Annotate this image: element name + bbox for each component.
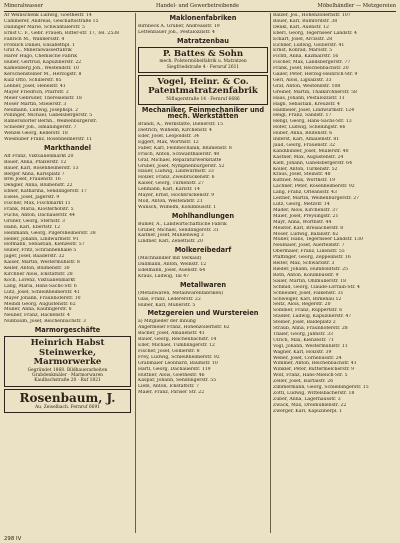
list-item: Ramersdorfer Bernh., Weißenburgerstr. bbox=[4, 119, 98, 125]
ad-title: Heinrich Habst bbox=[30, 338, 105, 349]
section-heading-molkerei: Molkereibedarf bbox=[174, 246, 232, 255]
list-item: Kaiser, Martin, Westermühlstr. 8 bbox=[4, 260, 80, 266]
ad-title: Rosenbaum, J. bbox=[19, 390, 116, 405]
list-item: Schweiger, Karl, Birkenau 12 bbox=[273, 296, 342, 302]
ad-title: Vogel, Heinr. & Co. bbox=[157, 76, 249, 87]
advertisement-battes bbox=[138, 47, 268, 73]
list-item: Leitner, Martin, Weißenburgerstr. 27 bbox=[273, 196, 360, 202]
list-item: Wimmer, Anton, Reichenbachstr. 41 bbox=[273, 361, 357, 367]
list-item: Heller, Johann, Lindwurmstr. 91 bbox=[4, 236, 79, 242]
list-item: Nußbaum, Josef, Reichenbachstr. 3 bbox=[4, 319, 86, 325]
list-item: Hahn, Karl, Ebertstr. 12 bbox=[4, 224, 61, 230]
list-item: Neumaier, Josef, Auerfeldstr. 7 bbox=[273, 243, 345, 249]
list-item: Lang, Franz, Orleansstr. 43 bbox=[273, 190, 337, 196]
column-left bbox=[4, 13, 131, 533]
list-item: Hartl, Georg, Dachauerstr. 119 bbox=[138, 366, 211, 372]
list-item: Meier Gebrüder, Theresienstr. 18 bbox=[4, 95, 82, 101]
list-item: Neuner, Franz, Hackenstr. 4 bbox=[4, 313, 70, 319]
list-item: Kraus, Josef, Steinstr. 48 bbox=[273, 172, 331, 178]
list-item: Bauer, Karl, Rosenheimerstr. 13 bbox=[4, 165, 79, 171]
list-item: Moll, Anton, Westendstr. 21 bbox=[138, 198, 203, 204]
list-item: Kuttner, Max, Wörthstr. 19 bbox=[273, 178, 336, 184]
list-item: Hallmeier, Josef, Lindwurmstr. 124 bbox=[273, 107, 355, 113]
list-item: Jaud, Georg, Frauenstr. 32 bbox=[273, 142, 336, 148]
list-item: Zöttl, Ludwig, Wittelsbacherstr. 18 bbox=[273, 391, 355, 396]
section-heading-metall: Metallwaren bbox=[179, 280, 227, 289]
list-item: Straub, Anna, Fraunhoferstr. 28 bbox=[273, 326, 348, 332]
list-item: a) Mitglieder der Innung bbox=[138, 319, 196, 325]
list-item: Bühler, A., Landwirtschaftliche Fabrik bbox=[138, 221, 227, 227]
list-item: Wagner, Karl, Holzstr. 39 bbox=[273, 349, 332, 355]
section-heading-mechaniker: Mechaniker, Feinmechaniker und mech. Werkstätten bbox=[141, 106, 265, 121]
list-item: Frey, Ludwig, Schleißheimerstr. 92 bbox=[138, 354, 220, 360]
list-item: Hauer, Ludwig, Lindwurmstr. 33 bbox=[138, 169, 214, 175]
list-item: Maier, Franz, Pariser Str. 22 bbox=[138, 390, 205, 396]
section-heading-metzger: Metzgereien und Wurstereien bbox=[147, 309, 259, 318]
list-item: Dengler, Anna, Blumenstr. 22 bbox=[4, 183, 73, 189]
list-item: Moser, Ludwig, Balanstr. 62 bbox=[273, 231, 339, 237]
list-item: Ernst C. F., Gebr. Frauen, Ritter-str. 17, Tel. 2538 bbox=[4, 30, 120, 36]
list-item: Zimmermann, Georg, Schleibingerstr. 15 bbox=[273, 385, 369, 391]
list-item: Huber, Anna, Blütenstr. 6 bbox=[273, 131, 333, 137]
section-heading-marmor: Marmorgeschäfte bbox=[34, 326, 101, 335]
list-item: Fischer, Max, Fischmarkt 11 bbox=[4, 201, 71, 207]
list-item: Ernst, Konrad, Marsstr. 5 bbox=[273, 48, 333, 54]
list-item: Eckart, Josef, Arcisstr. 28 bbox=[273, 36, 333, 42]
list-item: Steiner, Josef, Baldeplatz 2 bbox=[273, 320, 336, 326]
column-right bbox=[270, 13, 399, 533]
list-item: Glas, Franz, Ledererstr. 22 bbox=[138, 296, 201, 302]
list-item: Frisch, Anton, Schwanthalerstr. 40 bbox=[138, 151, 220, 157]
entry-list bbox=[138, 24, 268, 36]
list-item: Lang, Maria, Hans-Sachs-Str. 6 bbox=[4, 283, 77, 289]
list-item: Berger Anna, Karlsplatz 7 bbox=[4, 171, 65, 177]
list-item: Mayer, Ernst, Hochbrückenstr. 9 bbox=[138, 193, 215, 199]
list-item: Lettenbauer Joh., Pestalozzistr. 4 bbox=[138, 29, 215, 35]
list-item: Thaler, Georg, Jahnstr. 33 bbox=[273, 331, 333, 337]
list-item: Keller, Anton, Blumenstr. 30 bbox=[4, 266, 70, 272]
list-item: (Metallwaren, Metallwarenfabriken) bbox=[138, 290, 223, 296]
list-item: Lehmann, Karl, Karlstr. 14 bbox=[138, 187, 200, 193]
list-item: Vogl, Johann, Westermühlstr. 11 bbox=[273, 343, 348, 349]
list-item: Pfaffinger, Georg, Zeppelinstr. 16 bbox=[273, 255, 351, 261]
list-item: (Milchhändler mit Verkauf) bbox=[138, 256, 202, 262]
list-item: Fichtl, Anna, Kazmairstr. 16 bbox=[273, 54, 339, 60]
list-item: Winkler, Peter, Buttermelcherstr. 9 bbox=[273, 367, 355, 373]
column-middle bbox=[135, 13, 268, 533]
list-item: Zuber, Anna, Lagerhausstr. 3 bbox=[273, 396, 341, 402]
ad-subtitle: Steinwerke, Marmorwerke bbox=[33, 347, 102, 368]
list-item: Hofmann, Sebastian, Klenzestr. 57 bbox=[4, 242, 85, 248]
list-item: Hofer, Ludwig, Schellingstr. 66 bbox=[273, 125, 346, 131]
list-item: Kiefl, Johann, Gabelsbergerstr. 64 bbox=[273, 160, 353, 166]
list-item: Kaltner, Josef, Mühlenweg 3 bbox=[138, 233, 204, 239]
list-item: Fahrich M., Wannersstr. 4 bbox=[4, 36, 65, 42]
ad-line: Grabdenkmäler · Marmorwaren bbox=[31, 372, 104, 378]
ad-title: P. Battes & Sohn bbox=[162, 48, 244, 59]
entry-list bbox=[138, 256, 268, 280]
list-item: Birnbeck A. Gruber, Andreasstr. 19 bbox=[138, 23, 220, 29]
list-item: Bauer, Anna, Pfälzerstr. 12 bbox=[4, 159, 67, 165]
list-item: Heigl, Franz, Sandstr. 17 bbox=[273, 113, 332, 119]
list-item: Ar Weinschenk Ludwig, Goethestr. 14 bbox=[4, 13, 92, 18]
entry-list bbox=[138, 291, 268, 309]
list-item: Hengl, Georg, Hans-Sachs-Str. 13 bbox=[273, 119, 352, 125]
advertisement-rosenbaum bbox=[4, 389, 131, 413]
ad-line: Gegründet 1868. Bildhauerarbeiten bbox=[27, 367, 108, 373]
section-heading-markthandel: Markthandel bbox=[43, 143, 92, 152]
entry-list bbox=[138, 319, 268, 396]
list-item: Schmid, Georg, Claude-Lorrain-Str. 4 bbox=[273, 284, 360, 290]
list-item: Frank, Maria, Klosterhofstr. 5 bbox=[4, 207, 74, 212]
list-item: Wieshuber Franz, Rosenheimerstr. 11 bbox=[4, 137, 93, 143]
list-item: Kaspar, Johann, Sendlingerstr. 55 bbox=[138, 378, 217, 384]
list-item: Zwerger, Karl, Kapuzinerpl. 1 bbox=[273, 408, 343, 414]
list-item: Meister, Karl, Breisacherstr. 8 bbox=[273, 225, 344, 231]
list-item: Dietrich, Wilhelm, Kirchenstr. 4 bbox=[138, 128, 212, 134]
list-item: Grüner, Georg, Sternstr. 3 bbox=[4, 218, 65, 224]
entry-list bbox=[138, 222, 268, 246]
list-item: Schieder Joh., Ismaningerstr. 7 bbox=[4, 125, 77, 131]
list-item: Ulrich, Max, Klenzestr. 71 bbox=[273, 337, 334, 343]
list-item: Faber, Karl, Feinmechanik, Blumenstr. 8 bbox=[138, 145, 232, 151]
list-item: Fröhlich Daniel, Elisabethpl. 1 bbox=[4, 42, 76, 48]
list-item: Zwack, Max, Dreimühlenstr. 22 bbox=[273, 402, 347, 408]
header-right-label: Möbelhändler — Metzgereien bbox=[317, 3, 396, 9]
advertisement-habst bbox=[4, 336, 131, 387]
list-item: Greiner, Martin, Thalkirchnerstr. 58 bbox=[273, 89, 357, 95]
list-item: Alt Franz, Viktualienmarkt 20 bbox=[4, 153, 74, 159]
list-item: Eggert, Max, Wörthstr. 12 bbox=[138, 139, 199, 145]
list-item: Denkl, Karl, Auenstr. 12 bbox=[273, 24, 329, 30]
list-item: Balzer, Jos., Hohenzollernstr. 107 bbox=[273, 13, 351, 18]
list-item: Pollinger, Michael, Gabelsbergerstr. 5 bbox=[4, 113, 93, 119]
entry-list bbox=[4, 13, 131, 143]
list-item: Schneider, Josef, Falkenstr. 31 bbox=[273, 290, 344, 296]
ad-line: Niflugerstraße 14 · Fernruf 6686 bbox=[166, 96, 240, 102]
list-item: Eisele, Josef, Jägerstr. 9 bbox=[4, 195, 60, 201]
list-item: Neumann, Ludwig, Josephspl. 2 bbox=[4, 107, 79, 113]
ad-line: Siegfriedstraße 4 · Fernruf 2611 bbox=[166, 64, 240, 70]
list-item: Gerl, Alois, Ligsalzstr. 33 bbox=[273, 77, 332, 83]
list-item: Obermaier, Franz, Lilienstr. 55 bbox=[273, 249, 345, 255]
list-item: Haas, Johann, Pestalozzistr. 11 bbox=[273, 95, 345, 101]
list-item: Eder, Josef, Leopoldstr. 34 bbox=[138, 133, 200, 139]
list-item: Mader, Alois, Kirchenstr. 37 bbox=[273, 207, 338, 213]
list-item: Koller, Anton, Türkenstr. 52 bbox=[273, 166, 338, 172]
list-item: Angermeier Franz, Hohenzollernstr. 62 bbox=[138, 325, 230, 331]
list-item: Dallmann, Anton, Weinstr. 12 bbox=[138, 262, 207, 268]
list-item: Huber, Gertrud, Kapuzinerstr. 22 bbox=[4, 60, 82, 66]
advertisement-vogel bbox=[138, 75, 268, 105]
section-heading-matratzen: Matratzenbau bbox=[177, 36, 229, 45]
list-item: Eberl, Georg, Tegernseer Landstr. 4 bbox=[273, 30, 357, 36]
list-item: Grabmaier Leonhard, Baumstr. 10 bbox=[138, 360, 218, 366]
list-item: Bauer, Georg, Reichenbachstr. 14 bbox=[138, 337, 217, 343]
list-item: Rieder, Johann, Humboldtstr. 25 bbox=[273, 266, 349, 272]
list-item: Graf, Anton, Westendstr. 108 bbox=[273, 83, 341, 89]
list-item: Kraus, Ludwig, Tal 47 bbox=[138, 273, 190, 279]
list-item: Koch, Lorenz, Viktualienmarkt bbox=[4, 277, 76, 283]
list-item: Dallinger Marie, Schwantalerstr. 5 bbox=[4, 24, 85, 30]
list-item: Zeller, Josef, Isartalstr. 26 bbox=[273, 379, 334, 385]
list-item: Sailer, Martin, Ohlmüllerstr. 18 bbox=[273, 278, 347, 284]
list-item: Reiter, Max, Schwarzstr. 3 bbox=[273, 261, 335, 267]
list-item: Graf A., Mineralwasserfabrik bbox=[4, 48, 72, 54]
list-item: Müller, Hans, Tegernseer Landstr. 130 bbox=[273, 237, 363, 243]
list-item: Wenzel Georg, Kellerstr. 18 bbox=[4, 131, 68, 137]
list-item: Liebl, Anton, Ickstattstr. 7 bbox=[138, 384, 199, 390]
list-item: Gruber, Josef, Nymphenburgerstr. 52 bbox=[138, 163, 225, 169]
list-item: Hagn, Sebastian, Kreuzstr. 4 bbox=[273, 101, 340, 107]
header-rule bbox=[4, 11, 396, 12]
list-item: Harer Hugo, Chemische Fabrik bbox=[4, 54, 77, 60]
section-heading-maklon: Maklonenfabriken bbox=[169, 14, 237, 22]
list-item: Kandlbinder, Josef, Müllerstr. 40 bbox=[273, 148, 349, 154]
list-item: Kerschensteiner M., Herzogstr. 8 bbox=[4, 72, 82, 78]
list-item: Lutz, Josef, Schleißheimerstr. 41 bbox=[4, 289, 80, 295]
list-item: Heinmann, Georg, Pilgersheimerstr. 38 bbox=[4, 230, 96, 236]
list-item: Kulz Otto, Schillerstr. 85 bbox=[4, 77, 62, 83]
list-item: Bauer, Karl, Rumfordstr. 38 bbox=[273, 18, 338, 24]
list-item: Lutz, Georg, Metzstr. 14 bbox=[273, 202, 330, 207]
ad-line: mech. Polstermöbelfabrik u. Matratzen bbox=[159, 59, 247, 65]
list-item: Gailer, Peter, Herzog-Heinrich-Str. 9 bbox=[273, 72, 358, 78]
header-left-label: Mineralwasser bbox=[4, 3, 44, 9]
list-item: Seitz, Alois, Regerstr. 20 bbox=[273, 302, 331, 308]
ad-subtitle: Patentmatratzenfabrik bbox=[148, 86, 258, 97]
list-item: Fischer, Josef, Gollierstr. 8 bbox=[138, 348, 200, 354]
list-item: Fischer, Max, Landsbergerstr. 77 bbox=[273, 60, 351, 66]
list-item: Meindl Georg, Augustenstr. 62 bbox=[4, 301, 76, 307]
list-item: Kirchner Alois, Ickstattstr. 28 bbox=[4, 271, 73, 277]
list-item: Eichner, Ludwig, Gollierstr. 41 bbox=[273, 42, 345, 48]
list-item: Brei Josef, Frauenstr. 16 bbox=[4, 177, 61, 183]
list-item: Wünsch, Wilhelm, Kolumbusstr. 1 bbox=[138, 204, 217, 210]
ad-line: Kaulbachstraße 20 · Ruf 1821 bbox=[34, 378, 101, 384]
list-item: Inderst, Karl, Amalienstr. 81 bbox=[273, 137, 340, 143]
list-item: Eller, Michael, Tumblingerstr. 12 bbox=[138, 342, 215, 348]
list-item: Kaiser, Georg, Türkenstr. 27 bbox=[138, 181, 204, 187]
section-heading-mohl: Mohlhandlungen bbox=[171, 211, 235, 220]
list-item: Hüttner, Alois, Goethestr. 46 bbox=[138, 372, 205, 378]
list-item: Mayr, Anna, Wörthstr. 44 bbox=[273, 219, 332, 225]
page-marker: 298 IV bbox=[4, 536, 22, 542]
list-item: Maier, Josef, Preysingstr. 21 bbox=[273, 213, 339, 219]
list-item: Mayer Johann, Fraunhoferstr. 10 bbox=[4, 295, 81, 301]
list-item: Ebner, Katharina, Sendlingerstr. 17 bbox=[4, 189, 87, 195]
list-item: Bacher, Josef, Amalienstr. 41 bbox=[138, 331, 205, 337]
list-item: Gruber, Michael, Sendlingerstr. 31 bbox=[138, 227, 219, 233]
list-item: Müller, Anna, Kaufingerstr. 8 bbox=[4, 307, 72, 313]
list-item: Fuchs, Anton, Dachauerstr. 44 bbox=[4, 212, 75, 218]
list-item: Sommer, Franz, Ruppertstr. 6 bbox=[273, 308, 343, 314]
list-item: Frank, Josef, Reichenbachstr. 20 bbox=[273, 66, 349, 72]
list-item: Lehner, Josef, Hebelstr. 41 bbox=[4, 83, 66, 89]
list-item: Cammerer, Andreas, Geschäftsstraße 15 bbox=[4, 18, 99, 24]
list-item: Wolf, Franz, Hans-Mielich-Str. 5 bbox=[273, 373, 348, 379]
list-item: Roth, Anton, Kolumbusstr. 9 bbox=[273, 272, 339, 278]
list-item: Holzer, Franz, Zweibrückenstr. 6 bbox=[138, 175, 215, 181]
entry-list bbox=[138, 122, 268, 211]
list-item: Weber, Josef, Corneliusstr. 24 bbox=[273, 355, 342, 361]
entry-list bbox=[4, 154, 131, 325]
list-item: Brandl, A., Werkstätte, Dienerstr. 15 bbox=[138, 122, 224, 128]
list-item: Lindner, Karl, Zenettistr. 20 bbox=[138, 239, 203, 245]
list-item: Stadler, Ludwig, Kapuzinerstr. 47 bbox=[273, 314, 352, 320]
list-item: Edelmann, Josef, Auenstr. 64 bbox=[138, 268, 206, 273]
list-item: Lachner, Peter, Rosenheimerstr. 92 bbox=[273, 184, 355, 190]
ad-line: Au, Zeiselbach. Fernruf 6691 bbox=[34, 404, 101, 410]
list-item: Huber, Fritz, Schrannenhalle 5 bbox=[4, 248, 77, 254]
list-item: Huber, Karl, Müllerstr. 5 bbox=[138, 302, 196, 308]
list-item: Mayer Friedrich, Pfarrstr. 3 bbox=[4, 89, 69, 95]
list-item: Jäger, Josef, Baaderstr. 32 bbox=[4, 254, 65, 260]
header-center-label: Handel- und Gewerbetreibende bbox=[156, 3, 240, 9]
list-item: Kastner, Max, Augustenstr. 24 bbox=[273, 154, 344, 160]
list-item: Graf, Michael, Reparaturwerkstätte bbox=[138, 157, 222, 163]
list-item: Kamenberg Joh., Westendstr. 10 bbox=[4, 66, 79, 72]
list-item: Moser Martin, Stielerstr. 3 bbox=[4, 101, 67, 107]
entry-list bbox=[273, 13, 399, 415]
